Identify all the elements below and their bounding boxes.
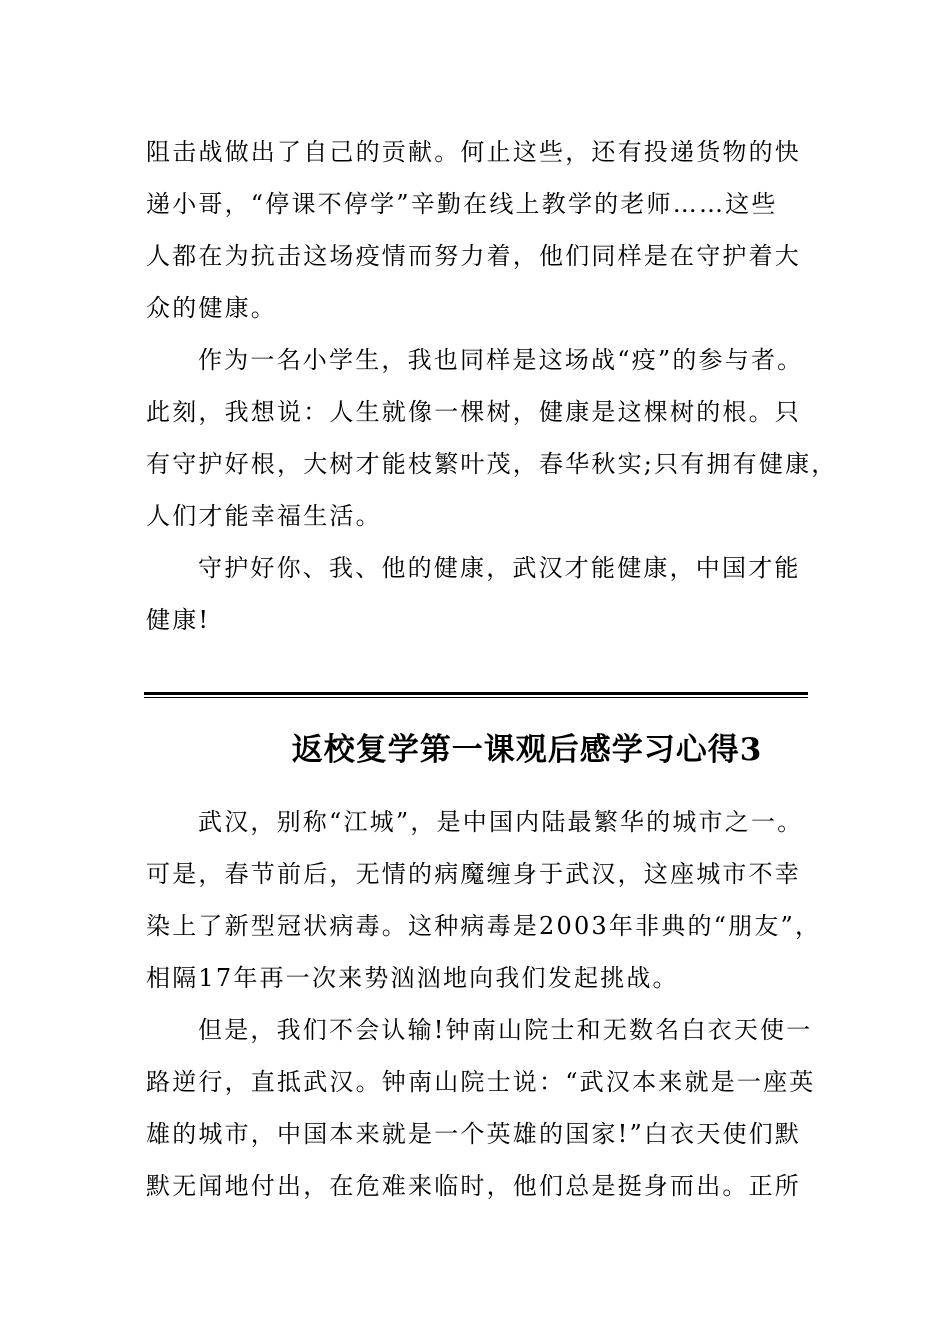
- text-line: 有守护好根，大树才能枝繁叶茂，春华秋实;只有拥有健康，: [146, 450, 838, 478]
- paragraph-start-line: 守护好你、我、他的健康，武汉才能健康，中国才能: [198, 554, 801, 582]
- text-line: 此刻，我想说：人生就像一棵树，健康是这棵树的根。只: [146, 398, 801, 426]
- text-line: 默无闻地付出，在危难来临时，他们总是挺身而出。正所: [146, 1172, 801, 1200]
- text-line: 健康!: [146, 606, 211, 634]
- text-line: 人都在为抗击这场疫情而努力着，他们同样是在守护着大: [146, 242, 801, 270]
- paragraph-start-line: 作为一名小学生，我也同样是这场战“疫”的参与者。: [198, 346, 804, 374]
- paragraph-start-line: 武汉，别称“江城”，是中国内陆最繁华的城市之一。: [198, 808, 804, 836]
- text-line: 相隔17年再一次来势汹汹地向我们发起挑战。: [146, 964, 679, 992]
- text-line: 阻击战做出了自己的贡献。何止这些，还有投递货物的快: [146, 138, 801, 166]
- divider-thin-line: [144, 697, 808, 698]
- essay-continuation: [146, 126, 838, 646]
- text-line: 递小哥，“停课不停学”辛勤在线上教学的老师……这些: [146, 190, 778, 218]
- section-title: 返校复学第一课观后感学习心得3: [291, 732, 763, 768]
- text-line: 染上了新型冠状病毒。这种病毒是2003年非典的“朋友”，: [146, 912, 822, 940]
- text-line: 众的健康。: [146, 294, 277, 322]
- text-line: 人们才能幸福生活。: [146, 502, 382, 530]
- divider-thick-line: [144, 692, 808, 695]
- text-line: 可是，春节前后，无情的病魔缠身于武汉，这座城市不幸: [146, 860, 801, 888]
- text-line: 雄的城市，中国本来就是一个英雄的国家!”白衣天使们默: [146, 1120, 802, 1148]
- section-divider: [144, 692, 808, 698]
- paragraph-start-line: 但是，我们不会认输!钟南山院士和无数名白衣天使一: [198, 1016, 813, 1044]
- text-line: 路逆行，直抵武汉。钟南山院士说：“武汉本来就是一座英: [146, 1068, 816, 1096]
- essay-body: [146, 796, 822, 1212]
